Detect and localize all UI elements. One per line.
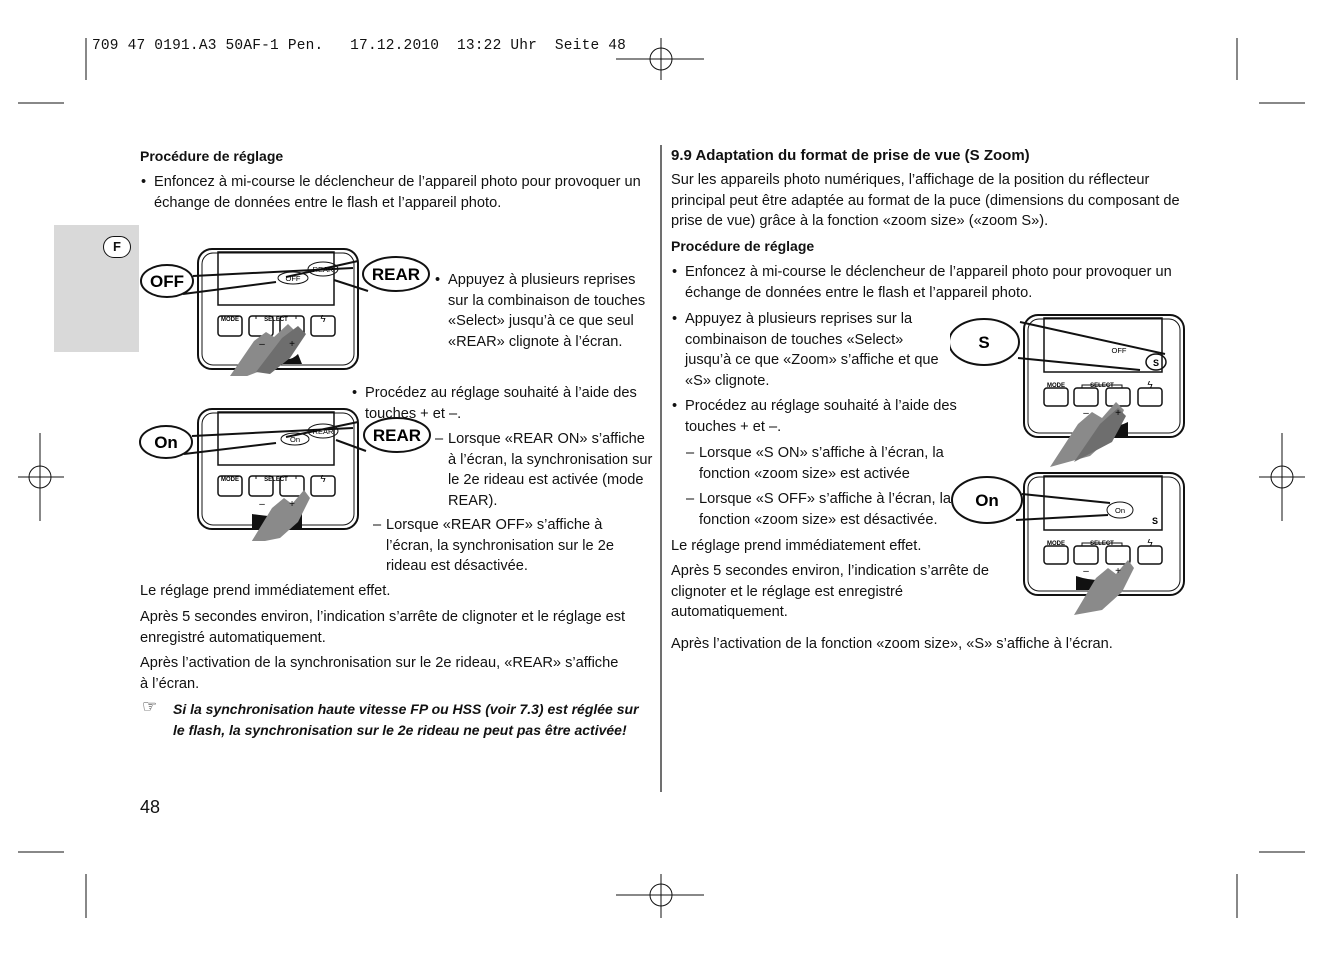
lcd-on-label: On [1114,506,1126,515]
left-dash-2: – Lorsque «REAR OFF» s’affiche à l’écran, la synchronisation sur le 2e rideau est désactivée. [373,515,651,577]
mode-button-label: MODE [221,317,239,323]
left-note [142,699,642,740]
lcd-off-label: OFF [1111,346,1127,355]
lcd-on-label: On [289,435,301,444]
flash-icon: ϟ [1147,538,1153,549]
select-label: SELECT [264,477,288,483]
page-number: 48 [140,797,161,817]
plus-label: + [289,499,295,510]
flash-icon: ϟ [1147,380,1153,391]
left-note-text: Si la synchronisation haute vitesse FP ou HSS (voir 7.3) est réglée sur le flash, la synchronisation sur le 2e rideau ne peut pas être activée! [173,701,639,738]
select-label: SELECT [264,317,288,323]
plus-label: + [1115,566,1121,577]
plus-label: + [289,339,295,350]
left-dash-1-text: Lorsque «REAR ON» s’affiche à l’écran, la synchronisation sur le 2e rideau est activée (mode REAR). [448,431,653,509]
callout-on-label: On [975,491,999,510]
lcd-off-label: OFF [285,274,301,283]
mode-button-label: MODE [221,477,239,483]
callout-rear-label: REAR [372,426,422,445]
lcd-s-label: S [1152,358,1160,368]
right-bullet-3: • Procédez au réglage souhaité à l’aide des touches + et –. [672,396,962,437]
right-dash-2-text: Lorsque «S OFF» s’affiche à l’écran, la fonction «zoom size» est désactivée. [699,491,952,528]
right-bullet-1: • Enfoncez à mi-course le déclencheur de l’appareil photo pour provoquer un échange de données entre le flash et l’appareil photo. [672,262,1177,303]
right-paragraph-1: Le réglage prend immédiatement effet. [671,538,922,554]
flash-icon: ϟ [320,474,326,485]
minus-label: – [259,339,265,350]
left-bullet-1: • Enfoncez à mi-course le déclencheur de l’appareil photo pour provoquer un échange de données entre le flash et l’appareil photo. [141,172,641,213]
right-bullet-2-text: Appuyez à plusieurs reprises sur la combinaison de touches «Select» jusqu’à ce que «Zoom» s’affiche et que «S» clignote. [685,311,939,389]
mode-button-label: MODE [1047,383,1065,389]
select-label: SELECT [1090,541,1114,547]
flash-panel-diagram-s-on [950,470,1190,618]
left-dash-1: – Lorsque «REAR ON» s’affiche à l’écran, la synchronisation sur le 2e rideau est activée (mode REAR). [435,429,653,511]
right-bullet-2: • Appuyez à plusieurs reprises sur la combinaison de touches «Select» jusqu’à ce que «Zoom» s’affiche et que «S» clignote. [672,309,947,391]
callout-off-label: OFF [150,272,184,291]
left-heading: Procédure de réglage [140,148,284,164]
right-bullet-3-text: Procédez au réglage souhaité à l’aide des touches + et –. [685,398,957,435]
minus-label: – [1083,408,1089,419]
left-bullet-2-text: Appuyez à plusieurs reprises sur la combinaison de touches «Select» jusqu’à ce que seul «REAR» clignote à l’écran. [448,272,646,350]
minus-label: – [259,499,265,510]
flash-panel-diagram-rear-on [138,406,438,541]
callout-on-label: On [154,433,178,452]
left-bullet-2: • Appuyez à plusieurs reprises sur la combinaison de touches «Select» jusqu’à ce que seul «REAR» clignote à l’écran. [435,270,649,352]
mode-button-label: MODE [1047,541,1065,547]
language-tab [54,225,139,352]
callout-s-label: S [978,333,990,352]
flash-panel-diagram-rear-off [138,246,438,376]
lcd-s-label: S [1151,516,1159,526]
flash-panel-diagram-s-off [950,312,1190,467]
language-badge: F [103,236,131,258]
lcd-rear-label: REAR [312,427,334,436]
print-header: 709 47 0191.A3 50AF-1 Pen. 17.12.2010 13:22 Uhr Seite 48 [92,38,627,54]
select-label: SELECT [1090,383,1114,389]
right-paragraph-2: Après 5 secondes environ, l’indication s’arrête de clignoter et le réglage est enregistré automatiquement. [671,563,989,620]
left-bullet-1-text: Enfoncez à mi-course le déclencheur de l’appareil photo pour provoquer un échange de données entre le flash et l’appareil photo. [154,174,641,211]
callout-rear-label: REAR [371,265,421,284]
right-bullet-1-text: Enfoncez à mi-course le déclencheur de l’appareil photo pour provoquer un échange de données entre le flash et l’appareil photo. [685,264,1172,301]
right-dash-2: – Lorsque «S OFF» s’affiche à l’écran, la fonction «zoom size» est désactivée. [686,489,961,530]
flash-icon: ϟ [320,314,326,325]
right-dash-1-text: Lorsque «S ON» s’affiche à l’écran, la fonction «zoom size» est activée [699,445,944,482]
plus-label: + [1115,408,1121,419]
right-heading-2: Procédure de réglage [671,238,815,254]
left-paragraph-2: Après 5 secondes environ, l’indication s’arrête de clignoter et le réglage est enregistré automatiquement. [140,609,626,646]
minus-label: – [1083,566,1089,577]
left-paragraph-1: Le réglage prend immédiatement effet. [140,583,391,599]
left-bullet-3-text: Procédez au réglage souhaité à l’aide des touches + et –. [365,385,637,422]
left-dash-2-text: Lorsque «REAR OFF» s’affiche à l’écran, la synchronisation sur le 2e rideau est désactivée. [386,517,614,574]
left-bullet-3: • Procédez au réglage souhaité à l’aide des touches + et –. [352,383,652,424]
right-paragraph-3: Après l’activation de la fonction «zoom size», «S» s’affiche à l’écran. [671,636,1113,652]
left-paragraph-3: Après l’activation de la synchronisation sur le 2e rideau, «REAR» s’affiche à l’écran. [140,655,619,692]
pointing-hand-icon: ☞ [142,697,158,716]
right-intro: Sur les appareils photo numériques, l’affichage de la position du réflecteur principal peut être adaptée au format de la puce (dimensions du composant de prise de vue) grâce à la fonction «zoom size» («zoom S»). [671,172,1180,229]
right-dash-1: – Lorsque «S ON» s’affiche à l’écran, la fonction «zoom size» est activée [686,443,948,484]
lcd-rear-label: REAR [312,265,334,274]
right-heading: 9.9 Adaptation du format de prise de vue (S Zoom) [671,147,1030,164]
